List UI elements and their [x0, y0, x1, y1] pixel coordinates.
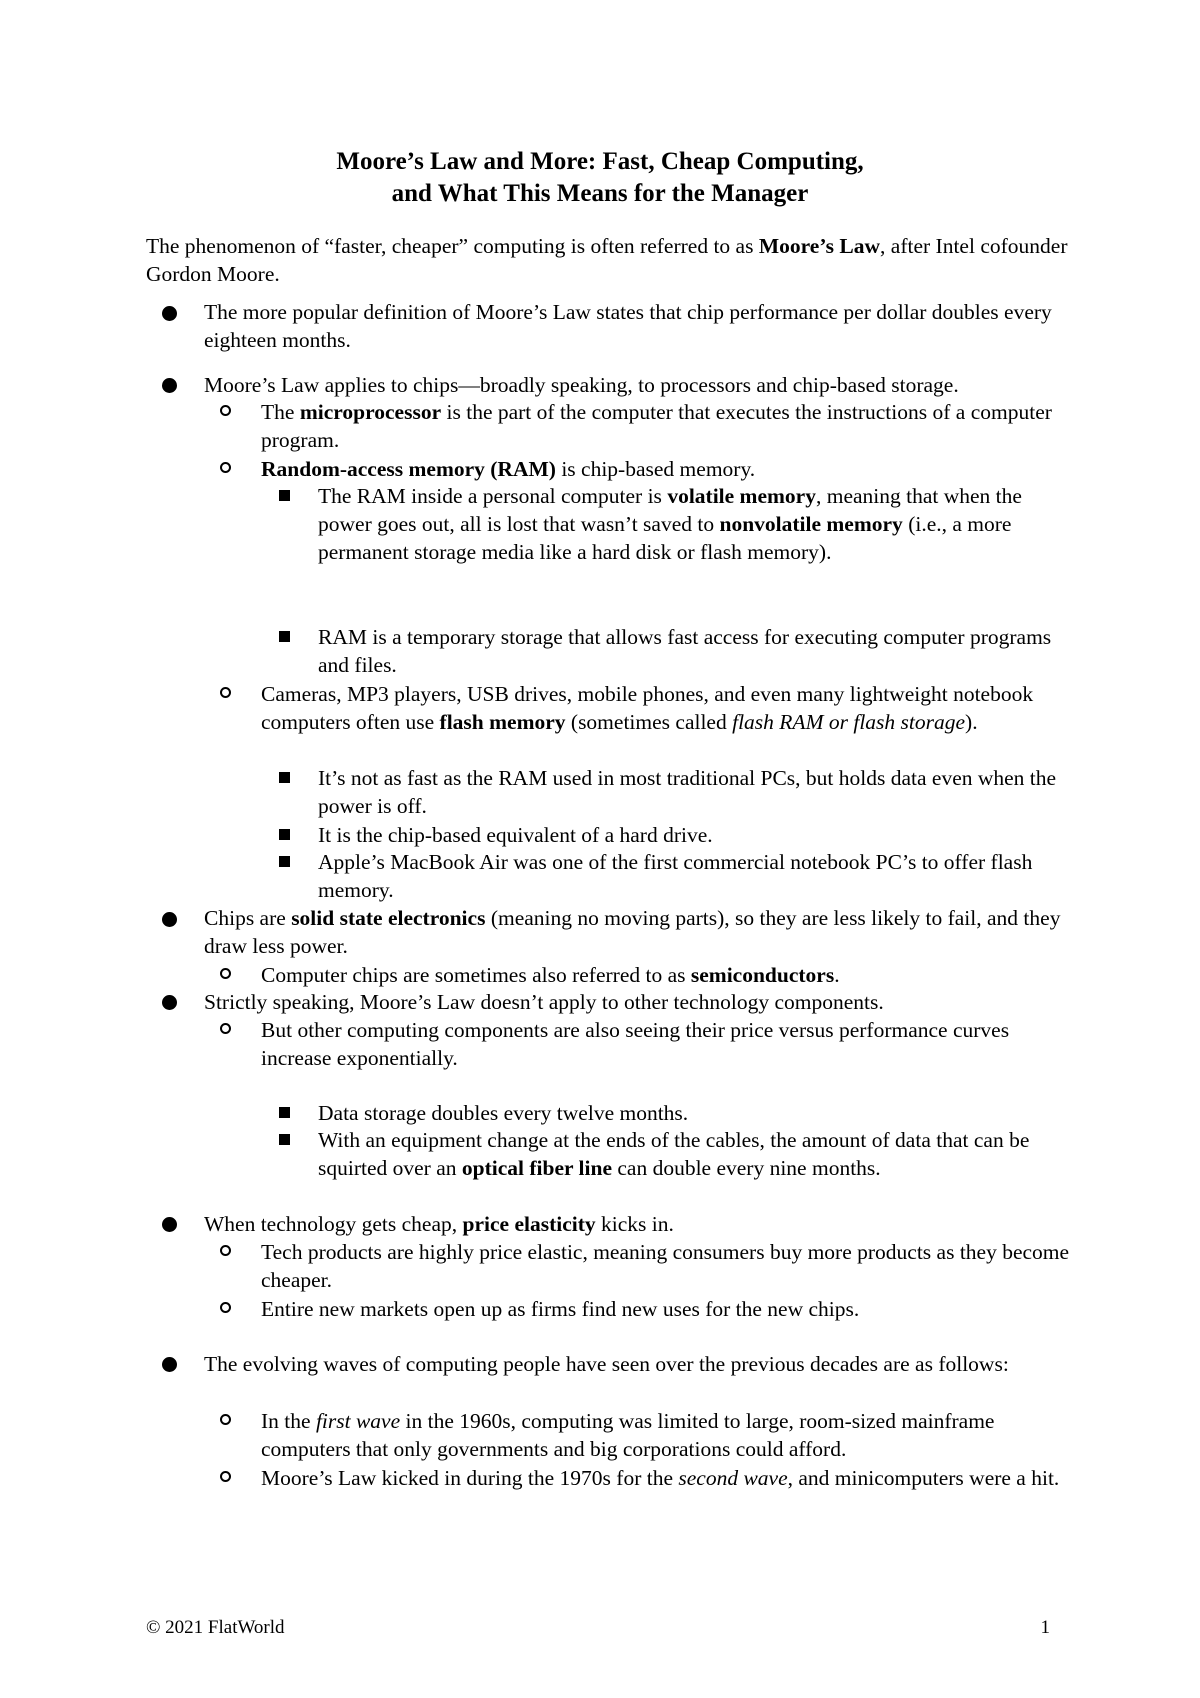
bullet-circle-icon — [220, 462, 231, 473]
list-item: In the first wave in the 1960s, computing was limited to large, room-sized mainframe computers that only governments and big corporations could afford. — [261, 1409, 995, 1461]
term-price-elasticity: price elasticity — [462, 1212, 596, 1236]
term-solid-state-electronics: solid state electronics — [291, 906, 486, 930]
term-semiconductors: semiconductors — [690, 963, 835, 987]
bullet-square-icon — [279, 1134, 290, 1145]
list-item: Strictly speaking, Moore’s Law doesn’t apply to other technology components. — [204, 990, 884, 1014]
list-item: Apple’s MacBook Air was one of the first commercial notebook PC’s to offer flash memory. — [318, 850, 1033, 902]
bullet-circle-icon — [220, 1471, 231, 1482]
bullet-square-icon — [279, 490, 290, 501]
list-item: Moore’s Law kicked in during the 1970s for the second wave, and minicomputers were a hit. — [261, 1466, 1060, 1490]
list-item: The RAM inside a personal computer is volatile memory, meaning that when the power goes out, all is lost that wasn’t saved to nonvolatile memory (i.e., a more permanent storage media like a hard disk or flash memory). — [318, 484, 1022, 564]
page-number: 1 — [1040, 1617, 1050, 1638]
list-item: When technology gets cheap, price elasticity kicks in. — [204, 1212, 674, 1236]
intro-paragraph — [146, 232, 1076, 288]
bullet-dot-icon — [162, 306, 177, 321]
list-item: It’s not as fast as the RAM used in most traditional PCs, but holds data even when the power is off. — [318, 766, 1057, 818]
term-microprocessor: microprocessor — [299, 400, 442, 424]
term-optical-fiber-line: optical fiber line — [461, 1156, 612, 1180]
list-item: The microprocessor is the part of the computer that executes the instructions of a computer program. — [261, 400, 1052, 452]
list-item: RAM is a temporary storage that allows fast access for executing computer programs and files. — [318, 625, 1052, 677]
bullet-circle-icon — [220, 687, 231, 698]
list-item: Data storage doubles every twelve months. — [318, 1101, 689, 1125]
bullet-dot-icon — [162, 995, 177, 1010]
list-item: The evolving waves of computing people have seen over the previous decades are as follows: — [204, 1352, 1009, 1376]
bullet-square-icon — [279, 829, 290, 840]
bullet-square-icon — [279, 856, 290, 867]
bullet-circle-icon — [220, 968, 231, 979]
list-item: But other computing components are also seeing their price versus performance curves increase exponentially. — [261, 1018, 1010, 1070]
footer-copyright: © 2021 FlatWorld — [146, 1617, 285, 1638]
list-item: Cameras, MP3 players, USB drives, mobile phones, and even many lightweight notebook computers often use flash memory (sometimes called flash RAM or flash storage). — [261, 682, 1034, 734]
bullet-circle-icon — [220, 1302, 231, 1313]
list-item: Tech products are highly price elastic, meaning consumers buy more products as they become cheaper. — [261, 1240, 1070, 1292]
term-first-wave: first wave — [315, 1409, 401, 1433]
list-item: Random-access memory (RAM) is chip-based memory. — [261, 457, 756, 481]
document-title-line-2: and What This Means for the Manager — [391, 180, 809, 207]
list-item: Moore’s Law applies to chips—broadly speaking, to processors and chip-based storage. — [204, 373, 959, 397]
bullet-circle-icon — [220, 1023, 231, 1034]
list-item: Chips are solid state electronics (meaning no moving parts), so they are less likely to fail, and they draw less power. — [204, 906, 1061, 958]
bullet-circle-icon — [220, 1414, 231, 1425]
intro-text-end: , after Intel cofounder Gordon Moore. — [146, 234, 1068, 286]
bullet-circle-icon — [220, 405, 231, 416]
list-item: With an equipment change at the ends of the cables, the amount of data that can be squirted over an optical fiber line can double every nine months. — [318, 1128, 1030, 1180]
term-nonvolatile-memory: nonvolatile memory — [719, 512, 903, 536]
bullet-square-icon — [279, 772, 290, 783]
bullet-dot-icon — [162, 912, 177, 927]
bullet-dot-icon — [162, 1357, 177, 1372]
bullet-circle-icon — [220, 1245, 231, 1256]
term-second-wave: second wave — [678, 1466, 788, 1490]
term-ram: Random-access memory (RAM) — [261, 457, 556, 481]
bullet-dot-icon — [162, 378, 177, 393]
document-title-line-1: Moore’s Law and More: Fast, Cheap Computing, — [336, 148, 864, 175]
term-flash-memory: flash memory — [439, 710, 566, 734]
term-volatile-memory: volatile memory — [667, 484, 816, 508]
bullet-square-icon — [279, 1107, 290, 1118]
bullet-dot-icon — [162, 1217, 177, 1232]
list-item: The more popular definition of Moore’s Law states that chip performance per dollar doubles every eighteen months. — [204, 300, 1052, 352]
intro-text: The phenomenon of “faster, cheaper” computing is often referred to as — [146, 234, 759, 258]
term-flash-ram: flash RAM or flash storage — [732, 710, 966, 734]
list-item: Computer chips are sometimes also referred to as semiconductors. — [261, 963, 840, 987]
list-item: It is the chip-based equivalent of a hard drive. — [318, 823, 713, 847]
bullet-square-icon — [279, 631, 290, 642]
term-moores-law: Moore’s Law — [758, 234, 881, 258]
list-item: Entire new markets open up as firms find new uses for the new chips. — [261, 1297, 860, 1321]
